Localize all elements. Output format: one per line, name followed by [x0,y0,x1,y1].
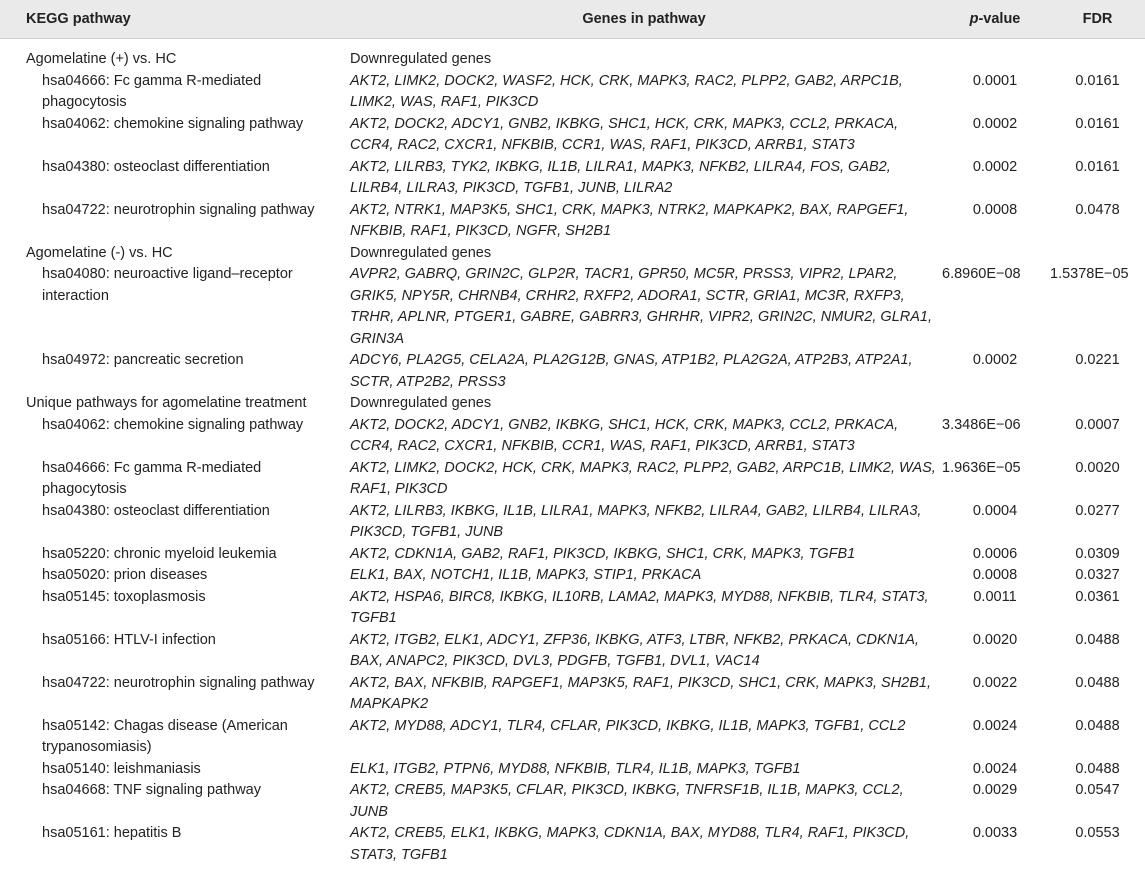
genes-cell: AKT2, ITGB2, ELK1, ADCY1, ZFP36, IKBKG, ATF3, LTBR, NFKB2, PRKACA, CDKN1A, BAX, ANAPC2, PIK3CD, DVL3, PDGFB, TGFB1, DVL1, VAC14 [350,631,919,669]
pathway-name: hsa04722: neurotrophin signaling pathway [42,674,315,691]
genes-cell: AKT2, BAX, NFKBIB, RAPGEF1, MAP3K5, RAF1, PIK3CD, SHC1, CRK, MAPK3, SH2B1, MAPKAPK2 [350,674,931,712]
group-header-row [0,49,1145,71]
header-p-suffix: -value [978,11,1021,27]
table-row [0,501,1145,544]
fdr-cell: 0.0007 [1075,416,1120,433]
pathway-name: hsa05145: toxoplasmosis [42,588,206,605]
genes-cell: ELK1, BAX, NOTCH1, IL1B, MAPK3, STIP1, PRKACA [350,567,702,583]
p-value-cell: 0.0024 [972,717,1018,734]
pathway-name: hsa05020: prion diseases [42,567,208,583]
p-value-cell: 0.0011 [973,588,1017,605]
table-row [0,157,1145,200]
empty-cell [1050,243,1145,265]
p-value-cell: 0.0004 [972,502,1018,519]
empty-cell [940,49,1050,71]
p-value-cell: 0.0022 [972,674,1018,691]
fdr-cell: 0.0478 [1075,201,1120,218]
pathway-cell [0,501,348,544]
p-value-cell: 6.8960E−08 [942,266,1021,282]
genes-cell: AKT2, DOCK2, ADCY1, GNB2, IKBKG, SHC1, HCK, CRK, MAPK3, CCL2, PRKACA, CCR4, RAC2, CXCR1, NFKBIB, CCR1, WAS, RAF1, PIK3CD, ARRB1, STAT3 [350,115,899,153]
table-row [0,759,1145,781]
header-kegg-pathway: KEGG pathway [0,0,348,39]
genes-cell: AKT2, LILRB3, IKBKG, IL1B, LILRA1, MAPK3, NFKB2, LILRA4, GAB2, LILRB4, LILRA3, PIK3CD, TGFB1, JUNB [350,502,922,540]
p-value-cell: 0.0006 [972,545,1018,562]
p-value-cell: 0.0029 [972,782,1018,798]
table-row [0,587,1145,630]
pathway-cell [0,200,348,243]
pathway-cell [0,350,348,393]
genes-cell: AKT2, DOCK2, ADCY1, GNB2, IKBKG, SHC1, HCK, CRK, MAPK3, CCL2, PRKACA, CCR4, RAC2, CXCR1, NFKBIB, CCR1, WAS, RAF1, PIK3CD, ARRB1, STAT3 [350,416,899,454]
fdr-cell: 0.0547 [1075,782,1120,798]
pathway-cell [0,759,348,781]
table-header-row [0,0,1145,39]
table-row [0,673,1145,716]
group-title: Agomelatine (-) vs. HC [26,244,173,261]
table-row [0,630,1145,673]
table-row [0,350,1145,393]
fdr-cell: 0.0361 [1075,588,1120,605]
p-value-cell: 0.0002 [972,352,1018,368]
pathway-cell [0,458,348,501]
table-row [0,264,1145,350]
pathway-cell [0,780,348,823]
empty-cell [1050,49,1145,71]
fdr-cell: 0.0488 [1075,717,1120,734]
p-value-cell: 0.0002 [972,115,1018,132]
table-row [0,544,1145,566]
table-row [0,823,1145,866]
p-value-cell: 3.3486E−06 [942,416,1021,433]
pathway-name: hsa04668: TNF signaling pathway [42,782,261,798]
pathway-name: hsa04062: chemokine signaling pathway [42,416,304,433]
fdr-cell: 0.0221 [1075,352,1120,368]
genes-cell: AKT2, CREB5, MAP3K5, CFLAR, PIK3CD, IKBKG, TNFRSF1B, IL1B, MAPK3, CCL2, JUNB [350,782,904,820]
pathway-name: hsa04666: Fc gamma R-mediated phagocytosis [42,72,262,110]
pathway-name: hsa05142: Chagas disease (American trypanosomiasis) [42,717,288,755]
pathway-name: hsa04722: neurotrophin signaling pathway [42,201,315,218]
pathway-name: hsa05166: HTLV-I infection [42,631,216,648]
pathway-name: hsa05140: leishmaniasis [42,760,201,777]
group-header-row [0,243,1145,265]
table-row [0,458,1145,501]
empty-cell [940,243,1050,265]
pathway-cell [0,544,348,566]
p-value-cell: 0.0024 [972,760,1018,777]
group-title: Unique pathways for agomelatine treatment [26,395,307,411]
pathway-name: hsa04380: osteoclast differentiation [42,502,270,519]
genes-cell: ELK1, ITGB2, PTPN6, MYD88, NFKBIB, TLR4, IL1B, MAPK3, TGFB1 [350,760,801,777]
fdr-cell: 1.5378E−05 [1050,266,1129,282]
pathway-cell [0,157,348,200]
pathway-name: hsa05220: chronic myeloid leukemia [42,545,277,562]
pathway-name: hsa04972: pancreatic secretion [42,352,244,368]
header-genes: Genes in pathway [348,0,940,39]
pathway-cell [0,565,348,587]
p-value-cell: 0.0001 [972,72,1018,89]
group-title: Agomelatine (+) vs. HC [26,51,177,67]
genes-cell: AVPR2, GABRQ, GRIN2C, GLP2R, TACR1, GPR50, MC5R, PRSS3, VIPR2, LPAR2, GRIK5, NPY5R, CHRNB4, CRHR2, RXFP2, ADORA1, SCTR, GRIA1, MC3R, RXFP3, TRHR, APLNR, PTGER1, GABRE, GABRR3, GHRHR, VIPR2, GRIN2C, NMUR2, GLRA1, GRIN3A [350,266,932,347]
pathway-cell [0,716,348,759]
pathway-cell [0,823,348,866]
pathway-cell [0,415,348,458]
pathway-cell [0,587,348,630]
table-body [0,39,1145,867]
pathway-cell [0,71,348,114]
pathway-name: hsa04666: Fc gamma R-mediated phagocytosis [42,459,262,497]
table-row [0,415,1145,458]
empty-cell [940,393,1050,415]
header-p-letter: p [969,11,979,27]
fdr-cell: 0.0488 [1075,631,1120,648]
header-fdr: FDR [1050,0,1145,39]
group-sublabel: Downregulated genes [350,244,492,261]
fdr-cell: 0.0277 [1075,502,1120,519]
genes-cell: AKT2, MYD88, ADCY1, TLR4, CFLAR, PIK3CD, IKBKG, IL1B, MAPK3, TGFB1, CCL2 [350,717,906,734]
genes-cell: ADCY6, PLA2G5, CELA2A, PLA2G12B, GNAS, ATP1B2, PLA2G2A, ATP2B3, ATP2A1, SCTR, ATP2B2, PRSS3 [350,352,913,390]
p-value-cell: 0.0008 [972,567,1018,583]
spacer-row [0,39,1145,50]
pathway-cell [0,673,348,716]
genes-cell: AKT2, LILRB3, TYK2, IKBKG, IL1B, LILRA1, MAPK3, NFKB2, LILRA4, FOS, GAB2, LILRB4, LILRA3, PIK3CD, TGFB1, JUNB, LILRA2 [350,158,891,196]
fdr-cell: 0.0161 [1075,115,1120,132]
p-value-cell: 0.0020 [972,631,1018,648]
fdr-cell: 0.0020 [1075,459,1120,476]
pathway-name: hsa04080: neuroactive ligand–receptor interaction [42,266,293,304]
p-value-cell: 0.0008 [972,201,1018,218]
table-row [0,716,1145,759]
group-sublabel: Downregulated genes [350,395,492,411]
genes-cell: AKT2, CREB5, ELK1, IKBKG, MAPK3, CDKN1A, BAX, MYD88, TLR4, RAF1, PIK3CD, STAT3, TGFB1 [350,825,910,863]
empty-cell [1050,393,1145,415]
fdr-cell: 0.0161 [1075,158,1120,175]
group-header-row [0,393,1145,415]
genes-cell: AKT2, NTRK1, MAP3K5, SHC1, CRK, MAPK3, NTRK2, MAPKAPK2, BAX, RAPGEF1, NFKBIB, RAF1, PIK3CD, NGFR, SH2B1 [350,201,909,239]
group-sublabel: Downregulated genes [350,51,492,67]
table-row [0,200,1145,243]
p-value-cell: 0.0033 [972,825,1018,841]
p-value-cell: 1.9636E−05 [942,459,1021,476]
pathway-name: hsa05161: hepatitis B [42,825,182,841]
genes-cell: AKT2, HSPA6, BIRC8, IKBKG, IL10RB, LAMA2, MAPK3, MYD88, NFKBIB, TLR4, STAT3, TGFB1 [350,588,929,626]
table-row [0,114,1145,157]
pathway-name: hsa04380: osteoclast differentiation [42,158,270,175]
genes-cell: AKT2, CDKN1A, GAB2, RAF1, PIK3CD, IKBKG, SHC1, CRK, MAPK3, TGFB1 [350,545,856,562]
fdr-cell: 0.0553 [1075,825,1120,841]
pathway-cell [0,264,348,350]
header-p-value [940,0,1050,39]
fdr-cell: 0.0309 [1075,545,1120,562]
fdr-cell: 0.0488 [1075,674,1120,691]
table-row [0,780,1145,823]
fdr-cell: 0.0327 [1075,567,1120,583]
fdr-cell: 0.0488 [1075,760,1120,777]
pathway-cell [0,114,348,157]
genes-cell: AKT2, LIMK2, DOCK2, WASF2, HCK, CRK, MAPK3, RAC2, PLPP2, GAB2, ARPC1B, LIMK2, WAS, RAF1, PIK3CD [350,72,903,110]
fdr-cell: 0.0161 [1075,72,1120,89]
table-row [0,71,1145,114]
pathway-name: hsa04062: chemokine signaling pathway [42,115,304,132]
table-row [0,565,1145,587]
p-value-cell: 0.0002 [972,158,1018,175]
genes-cell: AKT2, LIMK2, DOCK2, HCK, CRK, MAPK3, RAC2, PLPP2, GAB2, ARPC1B, LIMK2, WAS, RAF1, PIK3CD [350,459,936,497]
pathway-cell [0,630,348,673]
